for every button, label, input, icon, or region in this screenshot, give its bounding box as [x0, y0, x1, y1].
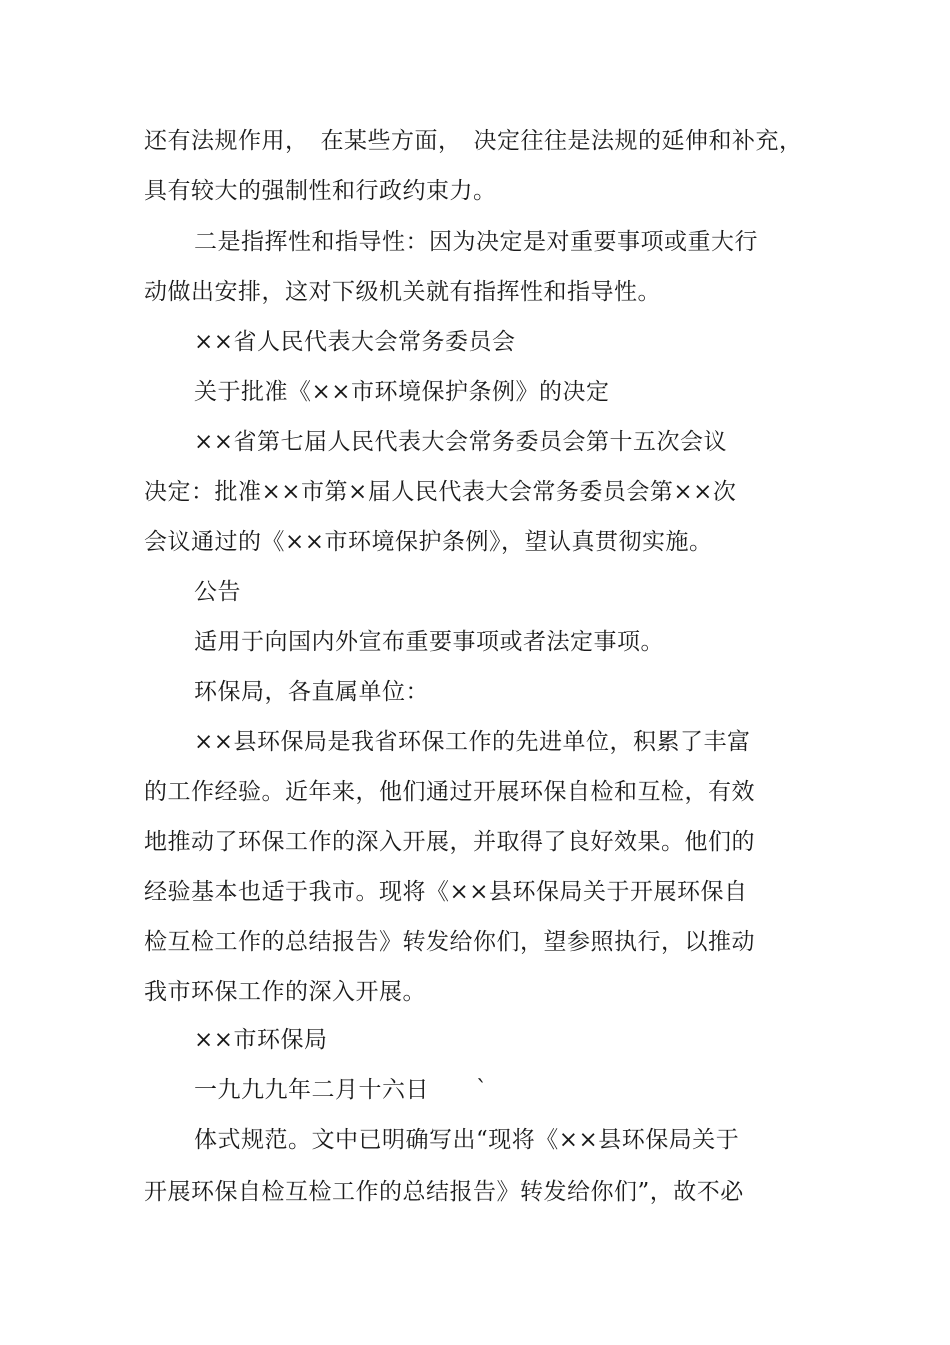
text-line: 我市环保工作的深入开展。 [144, 979, 426, 1005]
text-line: ××省第七届人民代表大会常务委员会第十五次会议 [194, 429, 728, 455]
text-line: 地推动了环保工作的深入开展，并取得了良好效果。他们的 [144, 829, 755, 855]
text-line: 具有较大的强制性和行政约束力。 [144, 178, 497, 204]
text-line: 环保局，各直属单位： [194, 679, 429, 705]
text-line: 二是指挥性和指导性：因为决定是对重要事项或重大行 [194, 229, 758, 255]
text-line: 动做出安排，这对下级机关就有指挥性和指导性。 [144, 279, 661, 305]
text-line: ××县环保局是我省环保工作的先进单位，积累了丰富 [194, 729, 751, 755]
text-line: 决定：批准××市第×届人民代表大会常务委员会第××次 [144, 479, 737, 505]
text-line: ××省人民代表大会常务委员会 [194, 329, 516, 355]
text-line: 关于批准《××市环境保护条例》的决定 [194, 379, 610, 405]
text-line: 还有法规作用， 在某些方面， 决定往往是法规的延伸和补充， [144, 128, 803, 154]
text-line: 体式规范。文中已明确写出“现将《××县环保局关于 [194, 1127, 740, 1153]
text-line: 适用于向国内外宣布重要事项或者法定事项。 [194, 629, 664, 655]
text-line: 开展环保自检互检工作的总结报告》转发给你们”，故不必 [144, 1179, 744, 1205]
text-line: 会议通过的《××市环境保护条例》，望认真贯彻实施。 [144, 529, 713, 555]
text-line: 一九九九年二月十六日 ` [194, 1077, 488, 1103]
text-line: 的工作经验。近年来，他们通过开展环保自检和互检，有效 [144, 779, 755, 805]
text-line: 检互检工作的总结报告》转发给你们，望参照执行，以推动 [144, 929, 755, 955]
text-line: ××市环保局 [194, 1027, 328, 1053]
text-line: 经验基本也适于我市。现将《××县环保局关于开展环保自 [144, 879, 748, 905]
text-line: 公告 [194, 579, 241, 605]
